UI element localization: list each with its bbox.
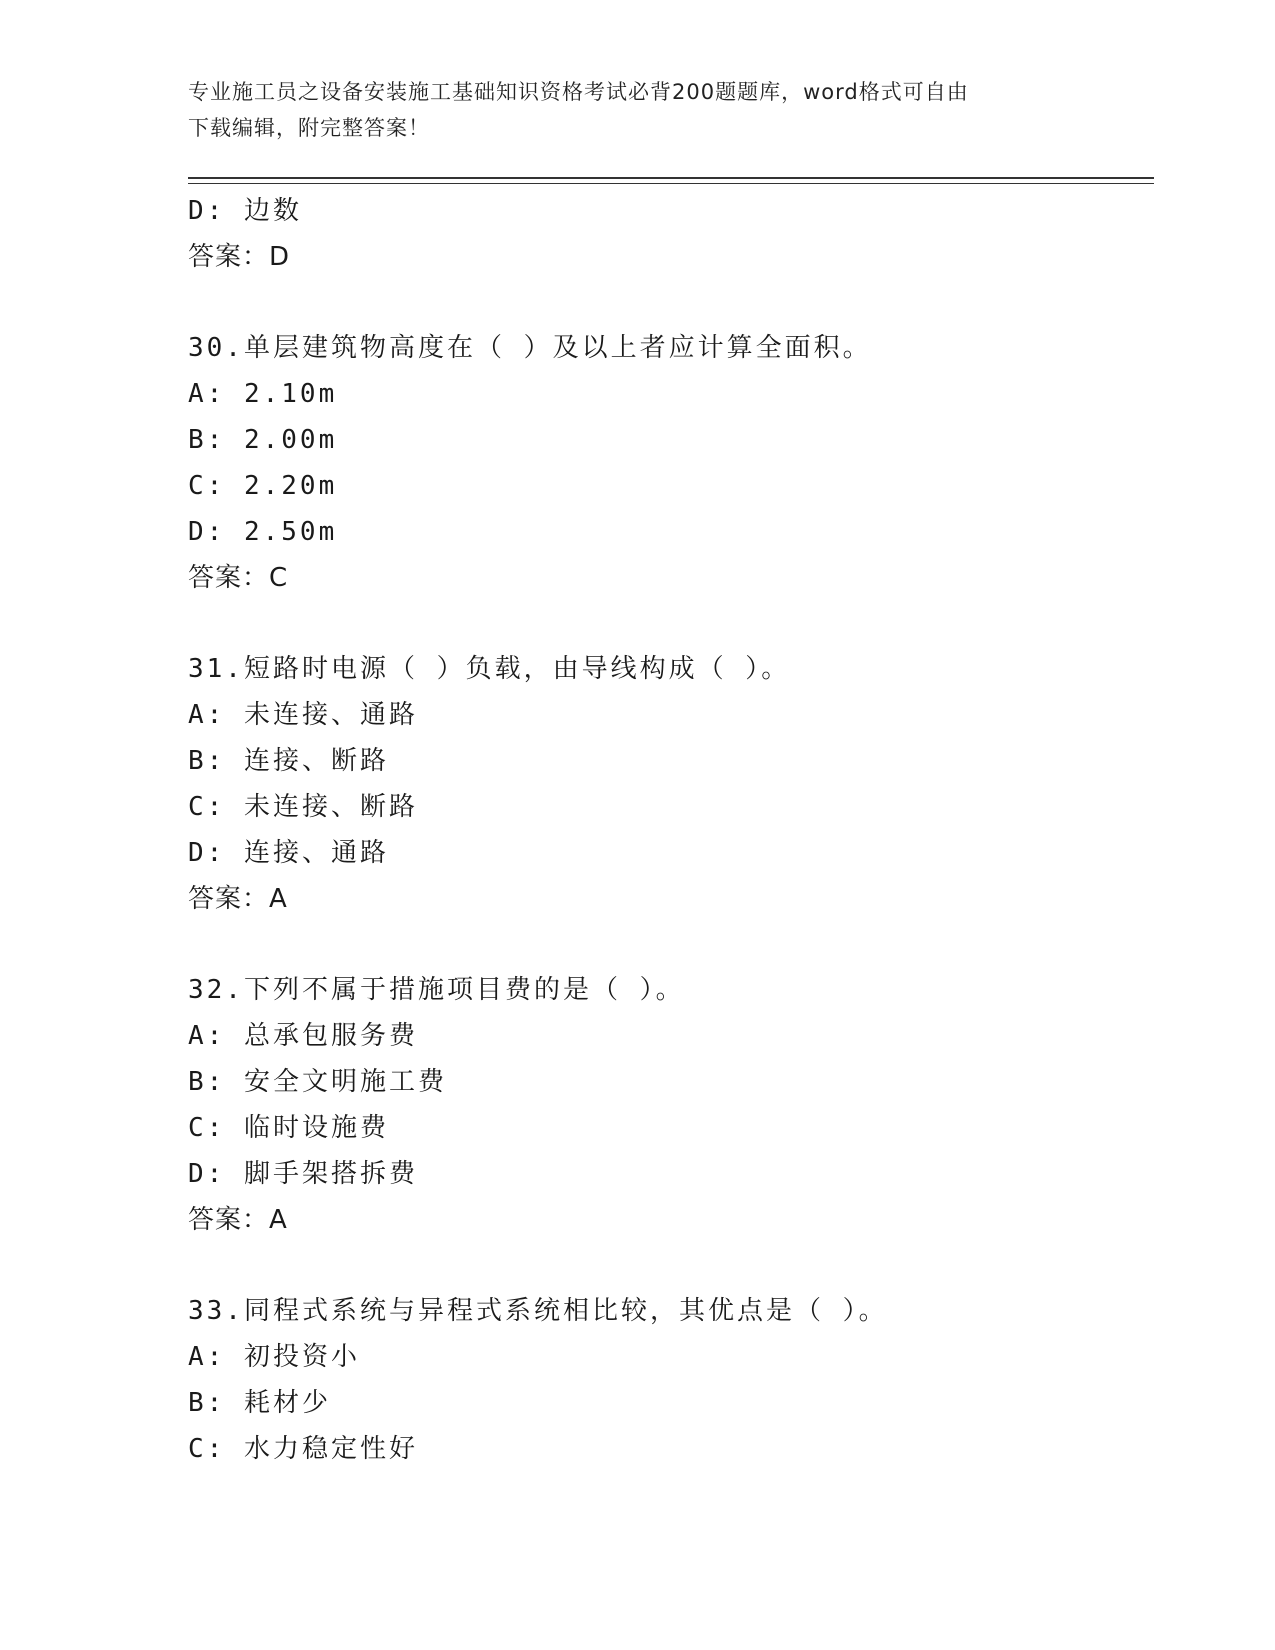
option-c: C: 水力稳定性好: [188, 1434, 418, 1464]
option-d: D: 脚手架搭拆费: [188, 1159, 418, 1189]
question-text: 33.同程式系统与异程式系统相比较，其优点是（ ）。: [188, 1296, 888, 1326]
header-line-2: 下载编辑，附完整答案！: [188, 116, 430, 140]
option-c: C: 2.20m: [188, 471, 338, 501]
option-b: B: 耗材少: [188, 1388, 331, 1418]
block-spacer: [188, 922, 1148, 967]
block-spacer: [188, 1243, 1148, 1288]
option-b: B: 连接、断路: [188, 746, 389, 776]
option-d: D: 2.50m: [188, 517, 338, 547]
header-rule-thin: [188, 183, 1154, 184]
option-c: C: 临时设施费: [188, 1113, 389, 1143]
option-d: D: 连接、通路: [188, 838, 389, 868]
document-header: [188, 74, 1088, 146]
option-b: B: 安全文明施工费: [188, 1067, 447, 1097]
answer-line: 答案：A: [188, 1205, 288, 1235]
block-spacer: [188, 601, 1148, 646]
answer-line: 答案：A: [188, 884, 288, 914]
header-rule-thick: [188, 177, 1154, 179]
question-block-31: [188, 646, 1148, 922]
answer-line: 答案：C: [188, 563, 289, 593]
question-block-32: [188, 967, 1148, 1243]
question-block-30: [188, 325, 1148, 601]
option-b: B: 2.00m: [188, 425, 338, 455]
answer-line: 答案：D: [188, 242, 291, 272]
question-block-29-tail: [188, 188, 1148, 280]
option-a: A: 2.10m: [188, 379, 338, 409]
option-a: A: 总承包服务费: [188, 1021, 418, 1051]
block-spacer: [188, 280, 1148, 325]
option-a: A: 初投资小: [188, 1342, 360, 1372]
question-text: 30.单层建筑物高度在（ ）及以上者应计算全面积。: [188, 333, 872, 363]
option-c: C: 未连接、断路: [188, 792, 418, 822]
option-d: D: 边数: [188, 196, 302, 226]
question-block-33: [188, 1288, 1148, 1472]
question-text: 31.短路时电源（ ）负载，由导线构成（ ）。: [188, 654, 791, 684]
option-a: A: 未连接、通路: [188, 700, 418, 730]
header-line-1: 专业施工员之设备安装施工基础知识资格考试必背200题题库，word格式可自由: [188, 80, 969, 104]
question-text: 32.下列不属于措施项目费的是（ ）。: [188, 975, 685, 1005]
question-list: [188, 188, 1148, 1472]
